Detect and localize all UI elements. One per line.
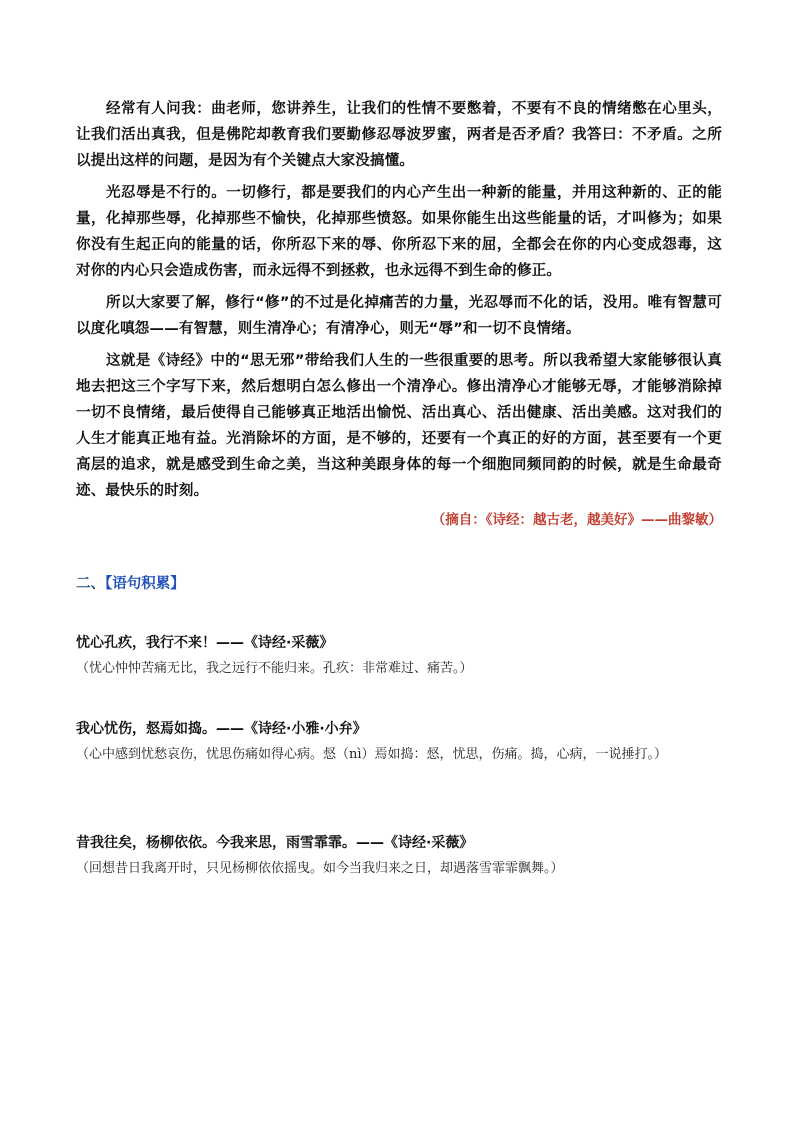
quote-explanation: （忧心忡忡苦痛无比，我之远行不能归来。孔疚：非常难过、痛苦。） <box>76 661 473 676</box>
quote-line: 昔我往矣，杨柳依依。今我来思，雨雪霏霏。——《诗经·采薇》 <box>76 835 474 851</box>
article-excerpt <box>76 96 722 532</box>
section-heading <box>76 572 722 596</box>
article-paragraph: 光忍辱是不行的。一切修行，都是要我们的内心产生出一种新的能量，并用这种新的、正的能量，化掉那些辱，化掉那些不愉快，化掉那些愤怒。如果你能生出这些能量的话，才叫修为；如果你没有生起正向的能量的话，你所忍下来的辱、你所忍下来的屈，全都会在你的内心变成怨毒，这对你的内心只会造成伤害，而永远得不到拯救，也永远得不到生命的修正。 <box>76 185 722 279</box>
section-title: 【语句积累】 <box>105 576 185 592</box>
section-number: 二、 <box>76 576 105 592</box>
quote-explanation: （心中感到忧愁哀伤，忧思伤痛如得心病。惄（nì）焉如捣：惄，忧思，伤痛。捣，心病，一说捶打。） <box>76 747 668 762</box>
article-source: （摘自：《诗经：越古老，越美好》——曲黎敏） <box>431 512 722 528</box>
quote-line: 忧心孔疚，我行不来！——《诗经·采薇》 <box>76 635 334 651</box>
quote-line: 我心忧伤，惄焉如捣。——《诗经·小雅·小弁》 <box>76 721 367 737</box>
quote-entry <box>76 630 722 682</box>
document-page <box>76 96 722 882</box>
article-paragraph: 这就是《诗经》中的“思无邪”带给我们人生的一些很重要的思考。所以我希望大家能够很认真地去把这三个字写下来，然后想明白怎么修出一个清净心。修出清净心才能够无辱，才能够消除掉一切不良情绪，最后使得自己能够真正地活出愉悦、活出真心、活出健康、活出美感。这对我们的人生才能真正地有益。光消除坏的方面，是不够的，还要有一个真正的好的方面，甚至要有一个更高层的追求，就是感受到生命之美，当这种美跟身体的每一个细胞同频同韵的时候，就是生命最奇迹、最快乐的时刻。 <box>76 353 722 499</box>
quote-entry <box>76 716 722 768</box>
article-paragraph: 经常有人问我：曲老师，您讲养生，让我们的性情不要憋着，不要有不良的情绪憋在心里头，让我们活出真我，但是佛陀却教育我们要勤修忍辱波罗蜜，两者是否矛盾？我答曰：不矛盾。之所以提出这样的问题，是因为有个关键点大家没搞懂。 <box>76 101 722 169</box>
article-paragraph: 所以大家要了解，修行“修”的不过是化掉痛苦的力量，光忍辱而不化的话，没用。唯有智慧可以度化嗔怨——有智慧，则生清净心；有清净心，则无“辱”和一切不良情绪。 <box>76 295 722 337</box>
quote-entry <box>76 830 722 882</box>
quote-explanation: （回想昔日我离开时，只见杨柳依依摇曳。如今当我归来之日，却遇落雪霏霏飘舞。） <box>76 861 564 876</box>
